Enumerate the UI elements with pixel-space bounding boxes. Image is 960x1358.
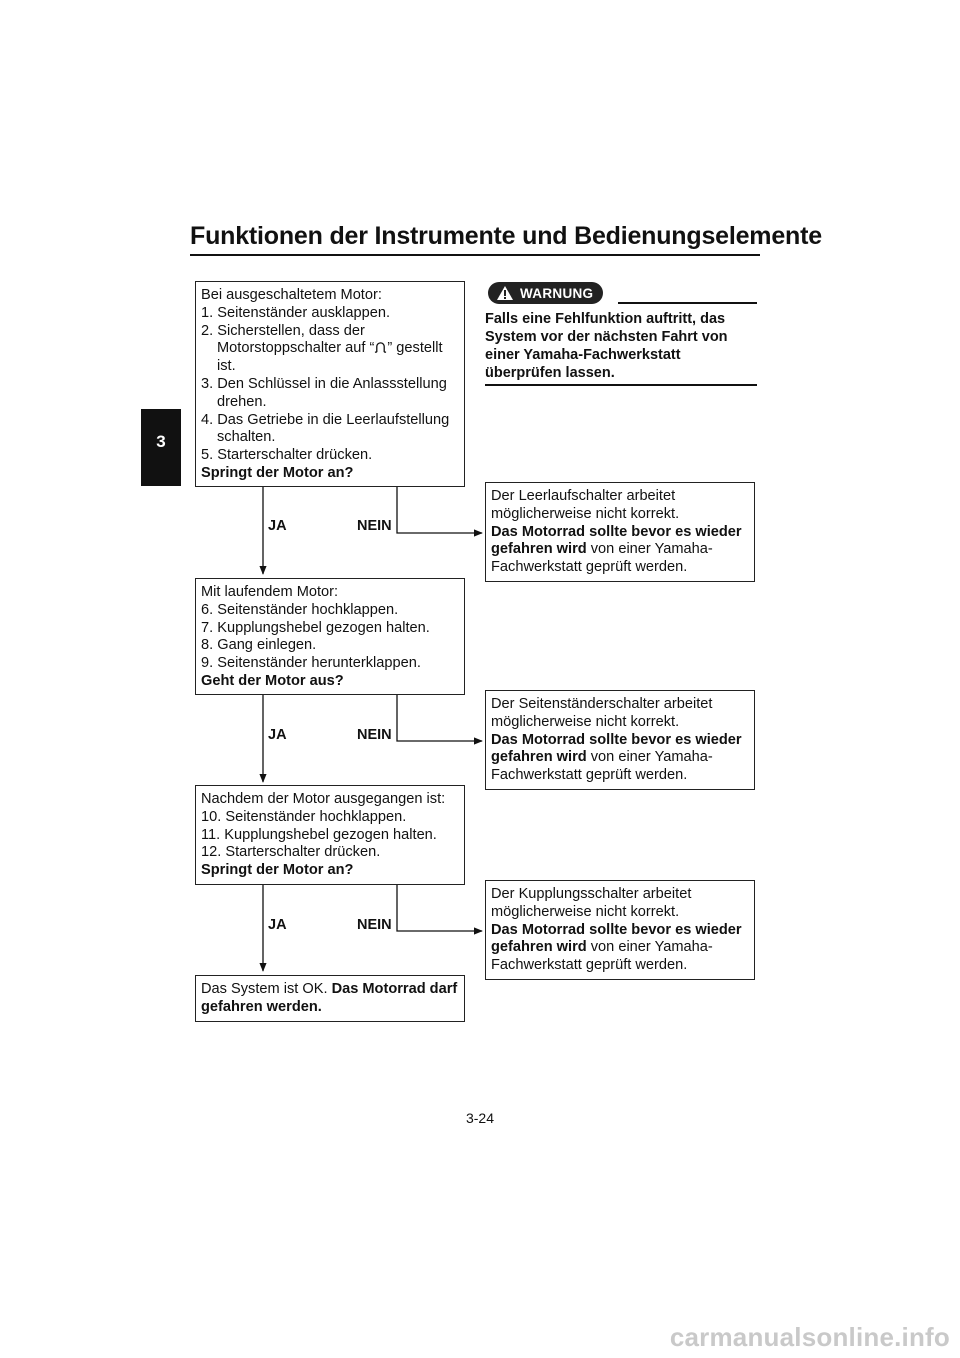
result-line: Das Motorrad sollte bevor es wieder [491,523,742,540]
result-box-1 [485,482,755,582]
chapter-number: 3 [156,432,166,451]
step-box-2 [195,578,465,695]
step-box-1-line [201,340,459,358]
page-number: 3-24 [465,1110,495,1126]
result-line: Fachwerkstatt geprüft werden. [491,559,688,576]
final-line [201,981,459,999]
step-box-2-line: 6. Seitenständer hochklappen. [201,601,399,618]
step-box-final [195,975,465,1022]
step-box-3-line: 11. Kupplungshebel gezogen halten. [201,826,437,843]
result-line: möglicherweise nicht korrekt. [491,505,680,522]
step-box-2-line: 7. Kupplungshebel gezogen halten. [201,619,430,636]
text: ” gestellt [387,340,443,357]
result-line: Der Seitenständerschalter arbeitet [491,696,713,712]
warning-text [485,310,757,382]
no-label-2: NEIN [357,727,392,743]
result-line: möglicherweise nicht korrekt. [491,713,680,730]
step-box-1-line: drehen. [217,393,267,410]
yes-label-2: JA [268,727,287,743]
text: von einer Yamaha- [586,749,713,766]
text: von einer Yamaha- [586,541,713,558]
no-connector-2 [397,695,482,741]
no-label-1: NEIN [357,518,392,534]
result-line [491,939,749,957]
result-box-3 [485,880,755,980]
no-connector-3 [397,885,482,931]
no-connector-1 [397,487,482,533]
warning-line: System vor der nächsten Fahrt von [485,329,728,345]
watermark: carmanualsonline.info [669,1322,950,1352]
text: Das System ist OK. [201,981,332,997]
page-title: Funktionen der Instrumente und Bedienungselemente [190,222,822,250]
step-box-1-line: 1. Seitenständer ausklappen. [201,304,391,321]
result-line [491,541,749,559]
step-box-3-question: Springt der Motor an? [201,862,354,879]
step-box-3-line: 12. Starterschalter drücken. [201,844,381,861]
step-box-1-line: 4. Das Getriebe in die Leerlaufstellung [201,411,450,428]
text: gefahren wird [491,939,587,956]
result-line: Fachwerkstatt geprüft werden. [491,957,688,974]
step-box-1 [195,281,465,487]
no-label-3: NEIN [357,917,392,933]
result-line: Das Motorrad sollte bevor es wieder [491,731,742,748]
step-box-3-line: Nachdem der Motor ausgegangen ist: [201,791,446,807]
text: Das Motorrad darf [331,981,458,997]
step-box-3-line: 10. Seitenständer hochklappen. [201,808,407,825]
warning-line: überprüfen lassen. [485,365,615,381]
step-box-2-question: Geht der Motor aus? [201,672,344,689]
warning-line: einer Yamaha-Fachwerkstatt [485,347,681,363]
warning-divider-bottom [485,384,757,386]
step-box-2-line: 8. Gang einlegen. [201,637,317,654]
yes-label-1: JA [268,518,287,534]
step-box-1-line: Bei ausgeschaltetem Motor: [201,287,382,303]
warning-divider-top [618,302,757,304]
step-box-2-line: Mit laufendem Motor: [201,584,339,600]
warning-badge [488,282,603,304]
result-line: Fachwerkstatt geprüft werden. [491,767,688,784]
step-box-1-line: ist. [217,358,236,375]
result-line: möglicherweise nicht korrekt. [491,903,680,920]
text: gefahren wird [491,749,587,766]
step-box-1-line: 2. Sicherstellen, dass der [201,322,365,339]
final-line: gefahren werden. [201,998,322,1015]
warning-label: WARNUNG [520,285,594,301]
result-line [491,749,749,767]
warning-triangle-icon [496,285,514,301]
step-box-1-line: schalten. [217,429,276,446]
step-box-1-question: Springt der Motor an? [201,464,354,481]
result-box-2 [485,690,755,790]
step-box-1-line: 3. Den Schlüssel in die Anlassstellung [201,375,447,392]
text: von einer Yamaha- [586,939,713,956]
step-box-2-line: 9. Seitenständer herunterklappen. [201,655,421,672]
warning-line: Falls eine Fehlfunktion auftritt, das [485,311,726,327]
result-line: Der Leerlaufschalter arbeitet [491,488,676,504]
engine-run-symbol-icon [374,341,387,354]
step-box-1-line: 5. Starterschalter drücken. [201,447,373,464]
text: Motorstoppschalter auf “ [217,340,375,357]
result-line: Das Motorrad sollte bevor es wieder [491,921,742,938]
step-box-3 [195,785,465,885]
text: gefahren wird [491,541,587,558]
result-line: Der Kupplungsschalter arbeitet [491,886,692,902]
yes-label-3: JA [268,917,287,933]
